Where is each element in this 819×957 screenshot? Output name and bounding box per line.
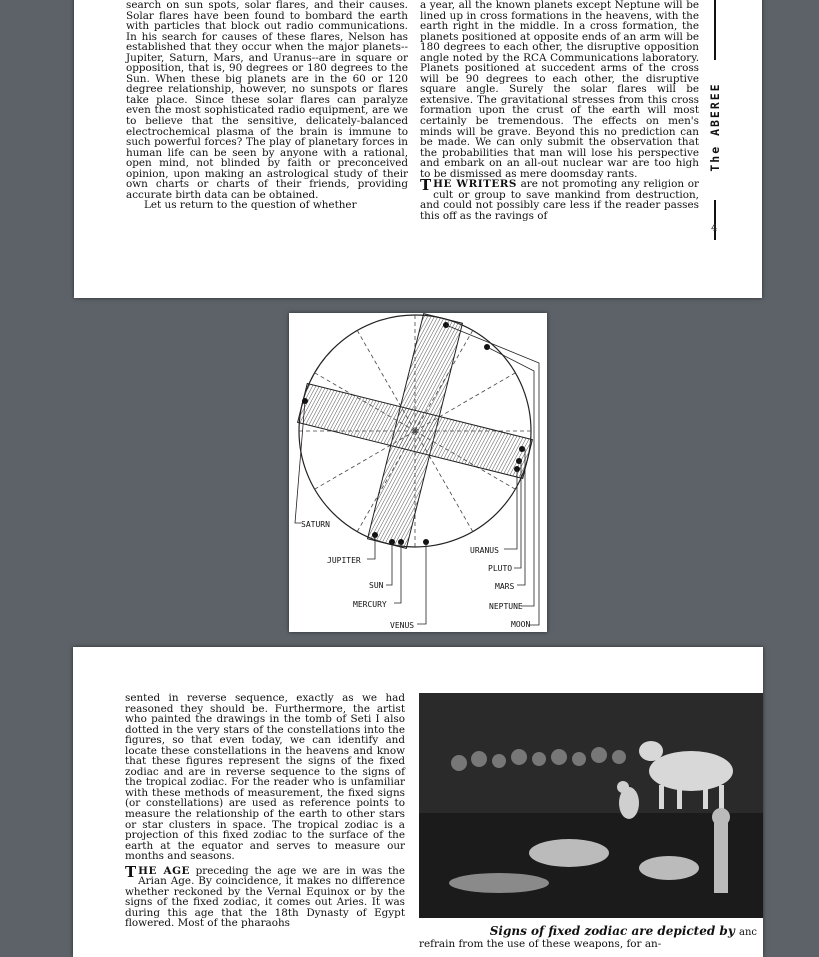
article-page-bottom [73, 647, 763, 957]
lead-in-caps: HE AGE [138, 864, 190, 877]
tomb-painting-photo [419, 693, 763, 918]
page-number: 4 [711, 224, 718, 234]
photo-svg [419, 693, 763, 918]
vertical-masthead [707, 0, 723, 242]
right-column [420, 0, 699, 221]
masthead-title: The ABEREE [708, 82, 722, 172]
paragraph: sented in reverse sequence, exactly as we had reasoned they should be. Furthermore, the artist who painted the drawings in the tomb of Seti I also dotted in the very stars of the constellations into the figures, so that even today, we can identify and locate these constellations in the heavens and know that these figures represent the signs of the fixed zodiac and are in reverse sequence to the signs of the tropical zodiac. For the reader who is unfamiliar with these methods of measurement, the fixed signs (or constellations) are used as reference points to measure the relationship of the earth to other stars or star clusters in space. The tropical zodiac is a projection of this fixed zodiac to the surface of the earth at the equator and serves to measure our months and seasons. [125, 692, 405, 863]
column-text-fragment: refrain from the use of these weapons, for an- [419, 938, 662, 950]
caption-tail-text: anc [738, 927, 757, 938]
cross-diagram-svg [289, 313, 547, 632]
photo-caption [487, 924, 757, 938]
caption-text: Signs of fixed zodiac are depicted by [489, 924, 735, 938]
left-column [126, 0, 408, 211]
label-venus: VENUS [390, 621, 415, 630]
paragraph: search on sun spots, solar flares, and their causes. Solar flares have been found to bombard the earth with particles that block out radio communications. In his search for causes of these flares, Nelson has established that they occur when the major planets--Jupiter, Saturn, Mars, and Uranus--are in square or opposition, that is, 90 degrees or 180 degrees to the Sun. When these big planets are in the 60 or 120 degree relationship, however, no sunspots or flares take place. Since these solar flares can paralyze even the most sophisticated radio equipment, are we to believe that the sensitive, delicately-balanced electrochemical plasma of the brain is immune to such powerful forces? The play of planetary forces in human life can be seen by anyone with a rational, open mind, not blinded by faith or preconceived opinion, upon making an astrological study of their own charts or charts of their friends, providing accurate birth data can be obtained. [126, 0, 408, 201]
paragraph-text: are not promoting any religion or cult or group to save mankind from destruction, and could not possibly care less if the reader passes this off as the ravings of [420, 178, 700, 222]
lead-in-caps: HE WRITERS [433, 178, 517, 191]
label-jupiter: JUPITER [327, 556, 361, 565]
label-neptune: NEPTUNE [489, 602, 523, 611]
drop-cap: T [125, 862, 137, 881]
paragraph-text: preceding the age we are in was the Arian Age. By coincidence, it makes no difference whether reckoned by the Vernal Equinox or by the signs of the fixed zodiac, it comes out Aries. It was during this age that the 18th Dynasty of Egypt flowered. Most of the pharaohs [125, 864, 406, 930]
divider [714, 200, 716, 240]
left-column [125, 693, 405, 929]
planetary-cross-diagram [289, 313, 547, 632]
label-mars: MARS [495, 582, 515, 591]
label-sun: SUN [369, 581, 384, 590]
article-page-top [74, 0, 762, 298]
paragraph [420, 176, 700, 222]
drop-cap: T [420, 176, 432, 195]
label-pluto: PLUTO [488, 564, 513, 573]
paragraph [125, 862, 406, 930]
label-mercury: MERCURY [353, 600, 387, 609]
label-moon: MOON [511, 620, 531, 629]
label-saturn: SATURN [301, 520, 330, 529]
paragraph: a year, all the known planets except Neptune will be lined up in cross formations in the heavens, with the earth right in the middle. In a cross formation, the planets positioned at opposite ends of an arm will be 180 degrees to each other, the disruptive opposition angle noted by the RCA Communications laboratory. Planets positioned at succedent arms of the cross will be 90 degrees to each other, the disruptive square angle. Surely the solar flares will be extensive. The gravitational stresses from this cross formation upon the crust of the earth will most certainly be tremendous. The effects on men's minds will be grave. Beyond this no prediction can be made. We can only submit the observation that the probabilities that man will lose his perspective and embark on an all-out nuclear war are too high to be dismissed as mere doomsday rants. [420, 0, 699, 180]
label-uranus: URANUS [470, 546, 499, 555]
paragraph: Let us return to the question of whether [144, 199, 357, 212]
